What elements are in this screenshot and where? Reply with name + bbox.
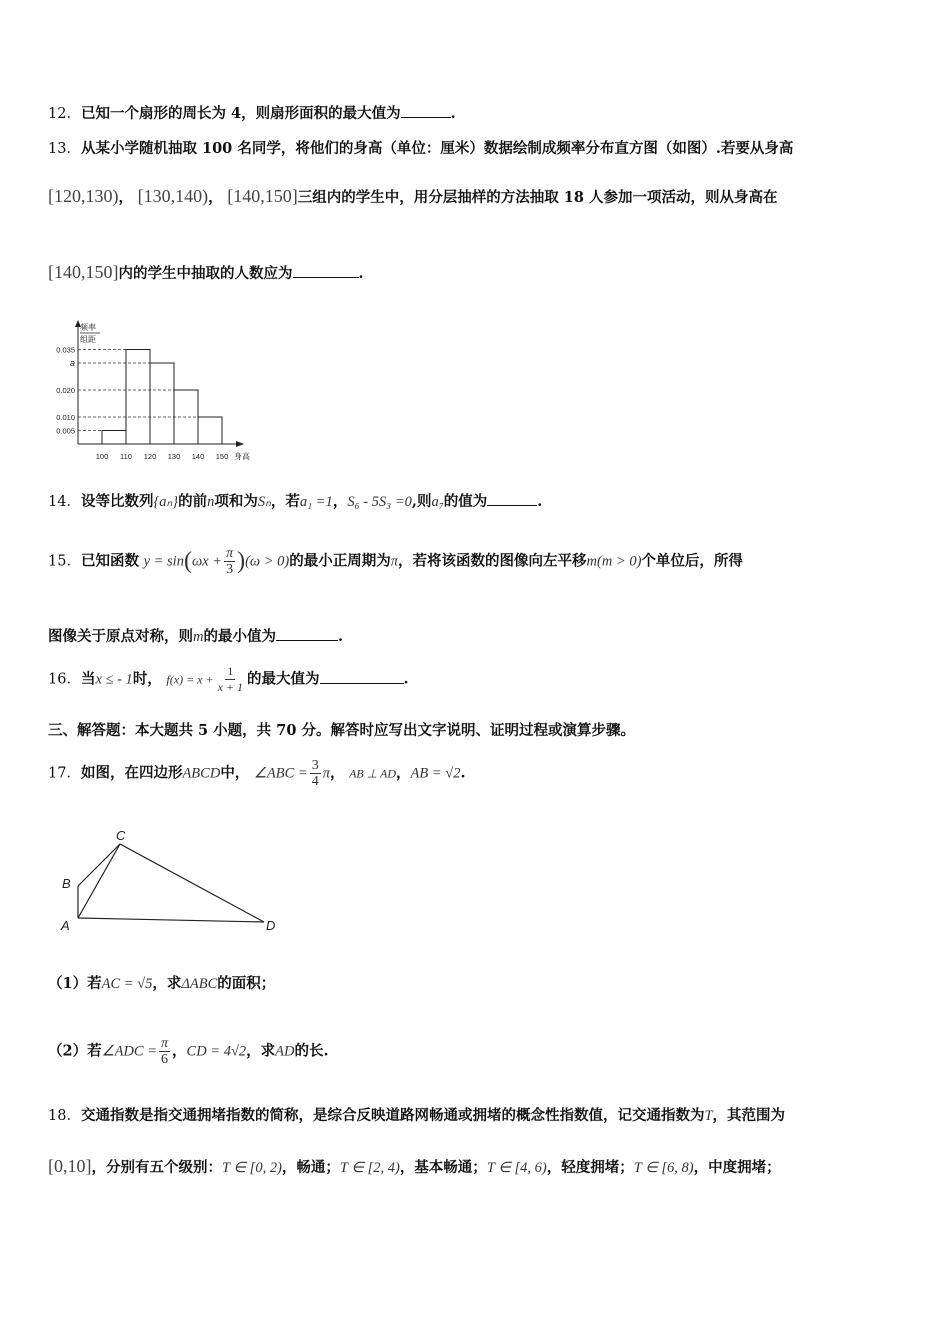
q15-text-3: ，若将该函数的图像向左平移 — [398, 552, 587, 570]
bar-100-110 — [102, 431, 126, 445]
x-tick-label-140: 140 — [191, 452, 205, 461]
q17-angle: ∠ABC = — [253, 765, 308, 782]
q16-text-1: 当 — [80, 670, 96, 688]
q13-line1-text: 从某小学随机抽取 100 名同学，将他们的身高（单位：厘米）数据绘制成频率分布直方图（如图）.若要从身高 — [80, 140, 794, 157]
quadrilateral-figure — [56, 826, 286, 938]
q15-rparen: ) — [237, 548, 246, 574]
q17-p2-angle: ∠ADC = — [101, 1043, 158, 1060]
question-13-line2 — [48, 186, 778, 207]
q16-text-2: 时， — [132, 670, 162, 688]
segment-cd — [120, 844, 264, 922]
q13-line3-text: 内的学生中抽取的人数应为 — [118, 265, 293, 282]
q17-pi: π — [322, 765, 330, 782]
q17-p2-frac-den: 6 — [161, 1052, 169, 1067]
q14-sequence: {aₙ} — [153, 494, 179, 510]
q18-level-2-range: T ∈ [2, 4) — [339, 1160, 400, 1176]
q17-p2-text-4: 的长. — [294, 1042, 329, 1060]
q15-answer-blank[interactable] — [276, 640, 338, 641]
q17-p1-text-3: 的面积； — [217, 975, 276, 992]
y-label-bottom: 组距 — [80, 335, 96, 344]
q14-text-6: 的值为 — [443, 493, 488, 510]
q18-t-var: T — [704, 1108, 713, 1124]
q14-n: n — [207, 494, 215, 510]
q18-range: [0,10] — [48, 1156, 92, 1176]
q15-fraction — [224, 546, 235, 577]
q18-level-3-range: T ∈ [4, 6) — [486, 1160, 547, 1176]
q13-interval-1: [120,130) — [48, 186, 119, 206]
q14-a7: a₇ — [431, 494, 444, 510]
bar-120-130 — [150, 363, 174, 444]
q16-text-3: 的最大值为 — [247, 670, 320, 688]
q18-line1-text-b: ，其范围为 — [712, 1107, 786, 1124]
point-label-b: B — [62, 876, 71, 891]
q17-ab: AB = √2 — [410, 765, 461, 782]
q12-text: 已知一个扇形的周长为 4，则扇形面积的最大值为 — [80, 105, 401, 122]
q13-period: . — [358, 265, 364, 282]
q17-p1-text-2: ，求 — [152, 975, 182, 992]
q17-frac-num: 3 — [311, 758, 319, 773]
q14-text-5: ,则 — [411, 493, 432, 510]
q17-text-1: 如图，在四边形 — [80, 764, 183, 782]
q17-perp: AB ⊥ AD — [349, 766, 396, 781]
q13-answer-blank[interactable] — [293, 277, 359, 278]
histogram-chart — [40, 318, 270, 466]
y-tick-label-4: 0.005 — [56, 426, 75, 436]
x-tick-label-120: 120 — [143, 452, 157, 461]
q13-interval-3: [140,150] — [227, 186, 298, 206]
q17-fraction — [310, 758, 321, 789]
q17-number: 17． — [48, 765, 81, 782]
q16-frac-num: 1 — [227, 664, 234, 678]
x-tick-label-110: 110 — [120, 452, 132, 461]
q18-level-3-label: ，轻度拥堵； — [546, 1159, 634, 1176]
q15-m: m(m > 0) — [586, 553, 642, 570]
q15-frac-num: π — [226, 546, 234, 561]
q14-text-3: 项和为 — [214, 493, 258, 510]
q16-func: f(x) = x + — [166, 672, 214, 687]
q17-p1-number: （1） — [48, 975, 88, 992]
q17-p2-fraction — [159, 1036, 170, 1067]
q17-period: . — [460, 764, 466, 782]
q15-text-1: 已知函数 — [80, 552, 139, 570]
q15-cond: (ω > 0) — [245, 553, 290, 570]
q18-level-4-range: T ∈ [6, 8) — [633, 1160, 694, 1176]
q15-number: 15． — [48, 553, 81, 570]
y-tick-label-0: 0.035 — [56, 345, 75, 355]
q16-period: . — [403, 670, 409, 688]
bar-110-120 — [126, 350, 150, 445]
point-label-d: D — [266, 918, 276, 933]
question-14 — [48, 490, 542, 511]
x-tick-label-150: 150 — [215, 452, 229, 461]
q16-fraction — [216, 664, 245, 695]
q18-level-1-range: T ∈ [0, 2) — [222, 1160, 282, 1176]
q17-p1-triangle: ΔABC — [181, 976, 218, 992]
q17-part-2 — [48, 1036, 329, 1067]
q13-interval-3b: [140,150] — [48, 262, 119, 282]
q18-level-2-label: ，基本畅通； — [399, 1159, 487, 1176]
q15-period: . — [337, 628, 344, 645]
q18-text-1: ，分别有五个级别： — [91, 1159, 222, 1176]
q17-sep-2: ， — [396, 764, 411, 782]
q14-cond-1: a₁ =1 — [299, 494, 333, 510]
q14-text-1: 设等比数列 — [80, 493, 154, 510]
q16-frac-den: x + 1 — [217, 680, 244, 694]
q15-pi: π — [390, 553, 399, 570]
question-12 — [48, 102, 456, 123]
q17-sep-1: ， — [329, 764, 345, 782]
x-axis-arrow — [236, 441, 244, 447]
q13-line2-text: 三组内的学生中，用分层抽样的方法抽取 18 人参加一项活动，则从身高在 — [297, 189, 778, 206]
q18-line1-text: 交通指数是指交通拥堵指数的简称，是综合反映道路网畅通或拥堵的概念性指数值，记交通指数为 — [80, 1107, 705, 1124]
bar-140-150 — [198, 417, 222, 444]
q17-p2-frac-num: π — [161, 1036, 169, 1051]
q15-line2-text-a: 图像关于原点对称，则 — [48, 628, 193, 645]
q16-number: 16． — [48, 671, 81, 688]
q14-number: 14． — [48, 494, 81, 510]
point-label-a: A — [61, 918, 70, 933]
q14-sn: Sₙ — [257, 494, 271, 510]
question-17 — [48, 758, 466, 789]
q14-text-4: ，若 — [270, 493, 300, 510]
q15-text-4: 个单位后，所得 — [641, 552, 743, 570]
q18-level-1-label: ，畅通； — [281, 1159, 340, 1176]
segment-ac — [78, 844, 120, 918]
question-15-line1 — [48, 546, 743, 577]
q17-frac-den: 4 — [311, 774, 319, 789]
x-axis-label: 身高 — [234, 452, 250, 461]
question-16 — [48, 664, 409, 695]
q14-sep: ， — [332, 493, 348, 510]
q17-p2-text-1: 若 — [87, 1042, 102, 1060]
q15-lparen: ( — [183, 548, 192, 574]
q15-m-var: m — [193, 629, 204, 645]
q17-p2-number: （2） — [48, 1042, 88, 1060]
q18-level-4-label: ，中度拥堵； — [693, 1159, 781, 1176]
q16-answer-blank[interactable] — [320, 683, 404, 684]
q15-func-mid: ωx + — [191, 553, 223, 570]
q13-sep-1: ， — [118, 189, 133, 206]
q18-number: 18． — [48, 1108, 81, 1124]
q13-interval-2: [130,140) — [137, 186, 209, 206]
q12-answer-blank[interactable] — [401, 117, 451, 118]
q17-p2-text-2: ， — [172, 1042, 187, 1060]
y-tick-label-1: a — [69, 358, 75, 368]
q13-sep-2: ， — [208, 189, 223, 206]
section-3-heading: 三、解答题：本大题共 5 小题，共 70 分。解答时应写出文字说明、证明过程或演算步骤。 — [48, 722, 635, 739]
q13-number: 13． — [48, 141, 81, 157]
q17-p2-cd: CD = 4√2 — [186, 1043, 247, 1060]
q17-p2-text-3: ，求 — [246, 1042, 276, 1060]
question-18-line1 — [48, 1104, 785, 1125]
q17-abcd: ABCD — [182, 765, 221, 782]
segment-bc — [78, 844, 120, 886]
q16-cond: x ≤ - 1 — [95, 671, 133, 688]
question-18-line2 — [48, 1156, 781, 1177]
x-tick-label-100: 100 — [95, 452, 109, 461]
q17-p1-cond: AC = √5 — [101, 976, 153, 992]
q15-frac-den: 3 — [226, 562, 234, 577]
q12-period: . — [450, 105, 456, 122]
q15-func-pre: y = sin — [143, 553, 184, 570]
q12-number: 12． — [48, 106, 81, 122]
question-13-line3 — [48, 262, 364, 283]
y-tick-label-3: 0.010 — [56, 413, 75, 422]
y-tick-label-2: 0.020 — [56, 386, 75, 395]
q14-text-2: 的前 — [178, 493, 208, 510]
point-label-c: C — [116, 828, 126, 843]
q17-text-2: 中， — [220, 764, 250, 782]
x-tick-label-130: 130 — [167, 452, 181, 461]
q14-period: . — [537, 493, 543, 510]
y-label-top: 频率 — [80, 323, 96, 332]
question-15-line2 — [48, 625, 343, 646]
q17-p2-ad: AD — [275, 1043, 295, 1060]
q14-answer-blank[interactable] — [487, 505, 537, 506]
question-13-line1 — [48, 137, 793, 158]
segment-ad — [78, 918, 264, 922]
q17-p1-text-1: 若 — [87, 975, 102, 992]
q14-cond-2: S₆ - 5S₃ =0 — [347, 494, 412, 510]
q17-part-1 — [48, 972, 275, 993]
q15-text-2: 的最小正周期为 — [289, 552, 391, 570]
q15-line2-text-b: 的最小值为 — [203, 628, 276, 645]
